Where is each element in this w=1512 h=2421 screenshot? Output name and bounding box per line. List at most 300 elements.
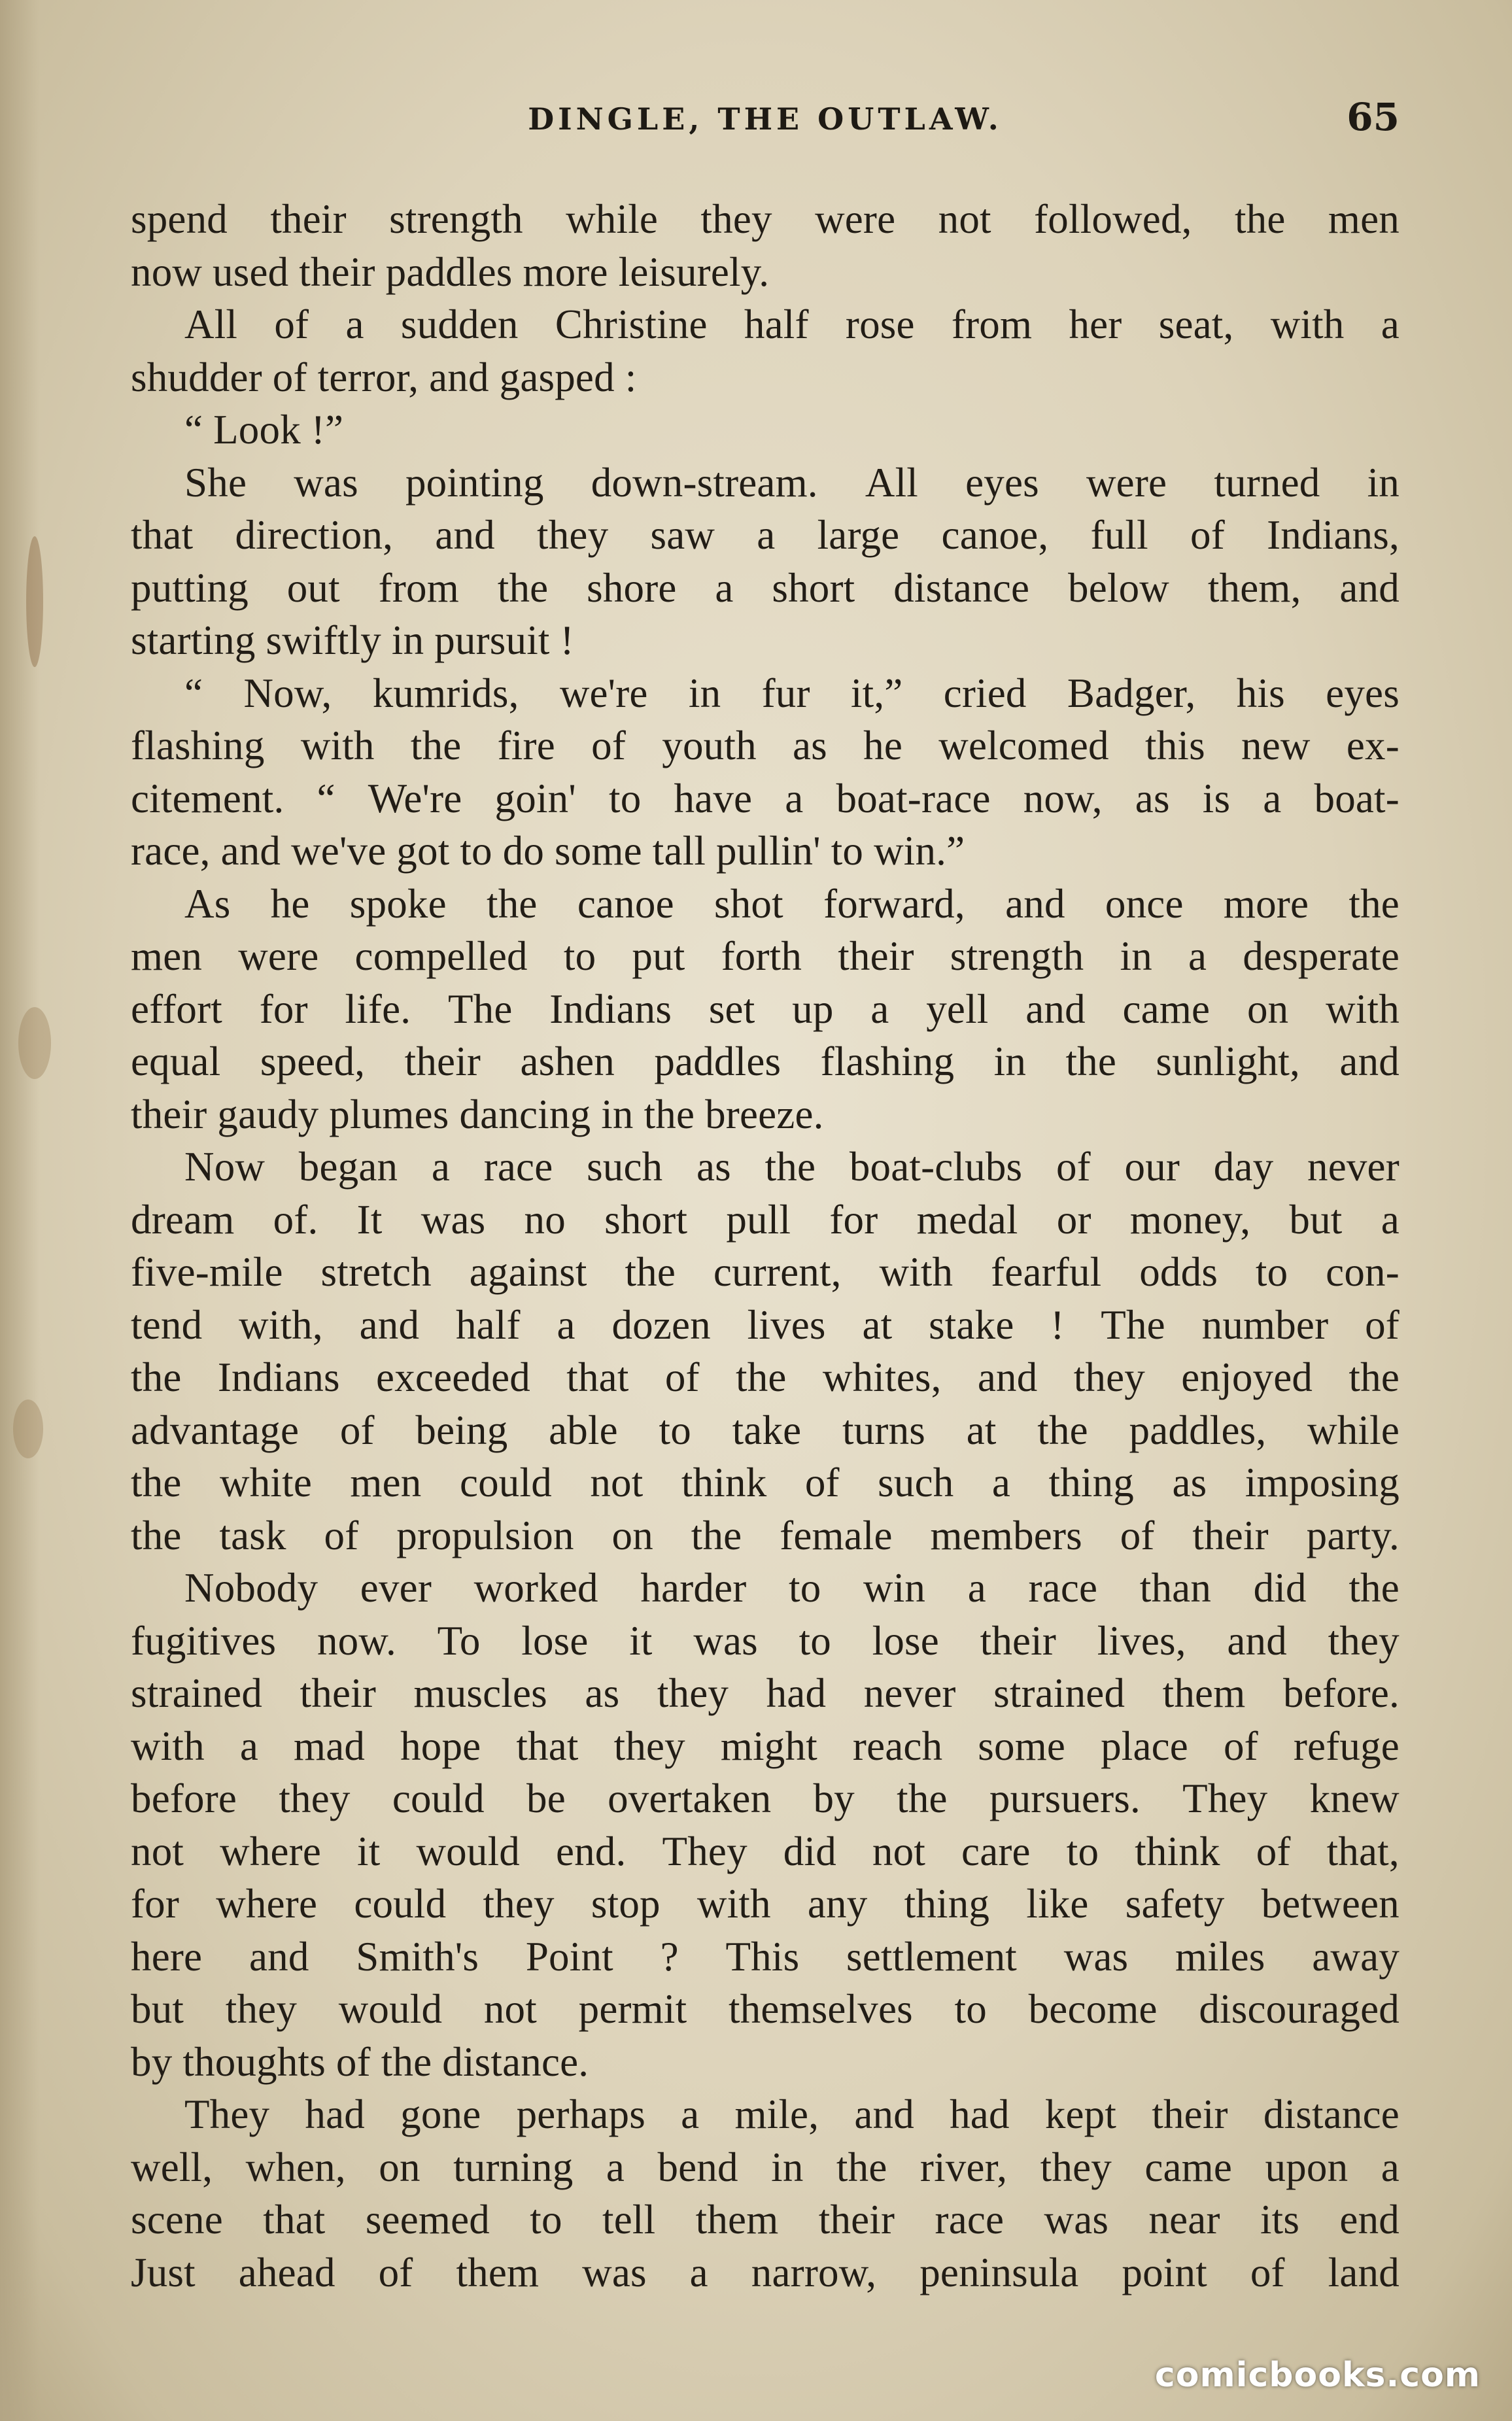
- word: race: [935, 2197, 1005, 2242]
- word: the: [1065, 1039, 1117, 1084]
- word: in: [1120, 933, 1152, 979]
- word: “: [317, 775, 335, 821]
- word: be: [526, 1776, 566, 1821]
- word: once: [1105, 880, 1184, 927]
- word: men: [1328, 196, 1400, 242]
- word: to: [799, 1617, 831, 1664]
- word: able: [549, 1407, 618, 1453]
- word: was: [693, 1617, 758, 1664]
- word: full: [1090, 512, 1148, 558]
- text-line: [131, 878, 1400, 931]
- word: spend: [131, 196, 228, 242]
- word: scene: [131, 2197, 223, 2242]
- text-line: [131, 562, 1400, 615]
- word: up: [792, 986, 834, 1032]
- word: never: [863, 1670, 956, 1716]
- word: hope: [400, 1723, 481, 1769]
- word: All: [865, 459, 918, 506]
- word: The: [1101, 1301, 1165, 1348]
- word: on: [379, 2144, 421, 2190]
- text-line: [131, 719, 1400, 772]
- word: day: [1213, 1144, 1274, 1190]
- word: he: [863, 723, 903, 768]
- text-line: [131, 983, 1400, 1036]
- word: rose: [845, 301, 915, 347]
- word: forward,: [823, 880, 965, 927]
- text-line: [131, 1772, 1400, 1825]
- text-line-content: starting swiftly in pursuit !: [131, 617, 574, 663]
- word: of: [1190, 512, 1225, 558]
- word: youth: [662, 723, 757, 768]
- word: dream: [131, 1196, 235, 1243]
- word: Indians: [549, 986, 672, 1032]
- word: with: [300, 723, 375, 768]
- word: before: [131, 1776, 237, 1821]
- word: citement.: [131, 775, 284, 821]
- word: Just: [131, 2249, 196, 2295]
- word: They: [662, 1828, 747, 1874]
- text-line-content: race, and we've got to do some tall pullin' to win.”: [131, 828, 965, 874]
- word: paddles,: [1129, 1407, 1267, 1453]
- word: was: [421, 1196, 486, 1243]
- word: the: [487, 880, 538, 927]
- word: not: [483, 1986, 537, 2032]
- word: perhaps: [516, 2091, 645, 2137]
- word: it: [629, 1617, 653, 1664]
- word: knew: [1309, 1776, 1400, 1821]
- word: race: [1028, 1565, 1098, 1611]
- word: they: [537, 512, 609, 558]
- word: life.: [345, 986, 411, 1032]
- word: gone: [400, 2091, 481, 2137]
- word: strength: [389, 196, 523, 242]
- word: refuge: [1293, 1723, 1400, 1769]
- word: narrow,: [751, 2249, 877, 2295]
- word: and: [1227, 1617, 1287, 1664]
- word: sunlight,: [1156, 1039, 1300, 1084]
- word: could: [354, 1881, 447, 1927]
- word: of: [339, 1407, 375, 1453]
- word: sudden: [400, 301, 519, 347]
- word: a: [606, 2144, 625, 2190]
- word: whites,: [822, 1354, 942, 1400]
- word: well,: [131, 2144, 213, 2190]
- word: in: [688, 670, 721, 716]
- word: followed,: [1034, 196, 1192, 242]
- word: for: [259, 986, 308, 1032]
- word: and: [1005, 880, 1065, 927]
- text-line: [131, 2193, 1400, 2246]
- word: set: [708, 986, 755, 1032]
- text-line: [131, 2246, 1400, 2299]
- text-line: [131, 1983, 1400, 2036]
- word: ashen: [520, 1039, 615, 1084]
- word: put: [632, 933, 685, 979]
- word: current,: [713, 1249, 842, 1295]
- word: cried: [943, 670, 1027, 716]
- word: of: [324, 1512, 359, 1558]
- word: a: [1381, 301, 1400, 347]
- word: pointing: [405, 459, 544, 506]
- word: the: [691, 1512, 742, 1558]
- word: think: [681, 1460, 767, 1505]
- text-line: [131, 825, 1400, 878]
- word: them: [1162, 1670, 1246, 1716]
- word: five-mile: [131, 1249, 283, 1295]
- word: Badger,: [1067, 670, 1196, 716]
- word: than: [1139, 1565, 1212, 1611]
- word: and: [977, 1354, 1038, 1400]
- word: when,: [245, 2144, 346, 2190]
- word: point: [1122, 2249, 1207, 2295]
- word: that: [263, 2197, 326, 2242]
- word: propulsion: [396, 1512, 574, 1558]
- word: and: [359, 1301, 420, 1348]
- word: large: [817, 512, 900, 558]
- word: strength: [950, 933, 1084, 979]
- word: out: [286, 564, 340, 611]
- watermark: comicbooks.com: [1154, 2356, 1481, 2395]
- word: the: [897, 1776, 948, 1821]
- word: the: [410, 723, 462, 768]
- word: compelled: [354, 933, 528, 979]
- word: muscles: [413, 1670, 547, 1716]
- word: ex-: [1346, 723, 1400, 768]
- word: flashing: [131, 723, 265, 768]
- word: down-stream.: [591, 459, 818, 506]
- word: race: [483, 1144, 553, 1190]
- word: strained: [131, 1670, 263, 1716]
- word: their: [1152, 2091, 1228, 2137]
- word: they: [613, 1723, 685, 1769]
- word: of: [1256, 1828, 1291, 1874]
- word: imposing: [1245, 1460, 1400, 1505]
- word: canoe: [577, 880, 674, 927]
- word: fugitives: [131, 1617, 277, 1664]
- word: short: [772, 564, 855, 611]
- word: equal: [131, 1039, 221, 1084]
- word: distance: [893, 564, 1030, 611]
- word: to: [1066, 1828, 1099, 1874]
- word: discouraged: [1199, 1986, 1400, 2032]
- text-line: [131, 1562, 1400, 1615]
- word: seat,: [1158, 301, 1234, 347]
- text-line: [131, 1141, 1400, 1193]
- word: their: [1192, 1512, 1269, 1558]
- word: was: [582, 2249, 647, 2295]
- word: a: [785, 775, 804, 821]
- text-line-content: their gaudy plumes dancing in the breeze.: [131, 1091, 824, 1137]
- word: fire: [497, 723, 555, 768]
- word: at: [966, 1407, 997, 1453]
- word: were: [1086, 459, 1167, 506]
- word: of: [274, 301, 309, 347]
- word: as: [793, 723, 827, 768]
- word: Now: [184, 1144, 266, 1190]
- running-head: DINGLE, THE OUTLAW.: [528, 101, 1003, 137]
- word: flashing: [820, 1039, 955, 1084]
- word: it,”: [850, 670, 903, 716]
- word: we're: [559, 670, 648, 716]
- word: the: [836, 2144, 887, 2190]
- word: It: [356, 1196, 383, 1243]
- word: a: [345, 301, 364, 347]
- word: permit: [578, 1986, 687, 2032]
- word: but: [1289, 1196, 1343, 1243]
- text-line: [131, 2141, 1400, 2194]
- word: as: [1172, 1460, 1207, 1505]
- word: began: [298, 1144, 398, 1190]
- word: enjoyed: [1181, 1354, 1313, 1400]
- word: They: [184, 2091, 270, 2137]
- word: to: [530, 2197, 562, 2242]
- word: not: [131, 1828, 184, 1874]
- text-line: [131, 1878, 1400, 1931]
- word: land: [1328, 2249, 1400, 2295]
- text-line: [131, 1193, 1400, 1246]
- word: themselves: [728, 1986, 913, 2032]
- word: a: [239, 1723, 258, 1769]
- word: that: [131, 512, 194, 558]
- word: ever: [360, 1565, 432, 1611]
- word: a: [1381, 1196, 1400, 1243]
- word: their: [404, 1039, 481, 1084]
- word: fearful: [991, 1249, 1102, 1295]
- word: con-: [1326, 1249, 1400, 1295]
- word: the: [1349, 1354, 1400, 1400]
- word: and: [1339, 564, 1400, 611]
- word: to: [789, 1565, 821, 1611]
- word: a: [1188, 933, 1207, 979]
- word: and: [249, 1933, 309, 1980]
- word: to: [954, 1986, 987, 2032]
- text-line-content: shudder of terror, and gasped :: [131, 354, 637, 400]
- word: from: [378, 564, 459, 611]
- word: never: [1307, 1144, 1400, 1190]
- word: as: [696, 1144, 731, 1190]
- word: seemed: [365, 2197, 490, 2242]
- text-line-content: now used their paddles more leisurely.: [131, 249, 770, 295]
- text-line: [131, 1615, 1400, 1668]
- text-line: [131, 1088, 1400, 1141]
- word: as: [585, 1670, 620, 1716]
- word: Indians: [217, 1354, 340, 1400]
- word: but: [131, 1986, 184, 2032]
- word: in: [993, 1039, 1027, 1084]
- word: and: [854, 2091, 914, 2137]
- word: with: [1326, 986, 1400, 1032]
- body-text: [131, 193, 1400, 2299]
- word: This: [725, 1933, 800, 1980]
- word: at: [862, 1301, 893, 1348]
- word: canoe,: [941, 512, 1049, 558]
- word: a: [681, 2091, 700, 2137]
- word: end.: [556, 1828, 627, 1874]
- word: !: [1050, 1301, 1065, 1348]
- word: new: [1241, 723, 1311, 768]
- word: of.: [273, 1196, 318, 1243]
- word: where: [216, 1881, 318, 1927]
- page-stain: [26, 536, 43, 667]
- word: came: [1144, 2144, 1233, 2190]
- word: the: [131, 1354, 182, 1400]
- word: end: [1339, 2197, 1400, 2242]
- word: and: [1339, 1039, 1400, 1084]
- word: lose: [872, 1617, 939, 1664]
- word: that: [516, 1723, 579, 1769]
- word: bend: [657, 2144, 738, 2190]
- word: shot: [714, 880, 783, 927]
- word: a: [757, 512, 776, 558]
- word: to: [563, 933, 596, 979]
- word: of: [591, 723, 627, 768]
- word: against: [469, 1249, 587, 1295]
- word: Christine: [555, 301, 708, 347]
- word: become: [1028, 1986, 1158, 2032]
- word: them,: [1207, 564, 1301, 611]
- word: any: [807, 1881, 868, 1927]
- word: this: [1144, 723, 1205, 768]
- word: like: [1026, 1881, 1089, 1927]
- word: mile,: [734, 2091, 819, 2137]
- word: men: [131, 933, 203, 979]
- word: kept: [1044, 2091, 1117, 2137]
- word: their: [980, 1617, 1057, 1664]
- word: pursuers.: [989, 1776, 1141, 1821]
- word: that,: [1326, 1828, 1400, 1874]
- word: the: [131, 1512, 182, 1558]
- word: to: [608, 775, 642, 821]
- word: yell: [926, 986, 989, 1032]
- word: the: [131, 1460, 182, 1505]
- word: with: [131, 1723, 205, 1769]
- word: have: [674, 775, 753, 821]
- word: its: [1260, 2197, 1300, 2242]
- word: pull: [726, 1196, 791, 1243]
- word: of: [1056, 1144, 1091, 1190]
- text-line: [131, 246, 1400, 299]
- word: away: [1312, 1933, 1400, 1980]
- word: from: [951, 301, 1033, 347]
- word: that: [566, 1354, 629, 1400]
- word: reach: [852, 1723, 943, 1769]
- text-line: [131, 1351, 1400, 1404]
- word: stake: [929, 1301, 1014, 1348]
- word: here: [131, 1933, 203, 1980]
- word: welcomed: [938, 723, 1109, 768]
- word: fur: [761, 670, 810, 716]
- word: eyes: [1326, 670, 1400, 716]
- word: place: [1101, 1723, 1188, 1769]
- word: money,: [1129, 1196, 1251, 1243]
- page-number: 65: [1347, 95, 1400, 139]
- word: a: [991, 1460, 1011, 1505]
- text-line: [131, 1404, 1400, 1457]
- word: were: [815, 196, 896, 242]
- word: settlement: [846, 1933, 1017, 1980]
- word: it: [357, 1828, 381, 1874]
- word: a: [967, 1565, 986, 1611]
- word: the: [1349, 1565, 1400, 1611]
- word: such: [587, 1144, 663, 1190]
- text-line: [131, 614, 1400, 667]
- text-line-content: by thoughts of the distance.: [131, 2038, 589, 2085]
- word: ?: [660, 1933, 679, 1980]
- word: exceeded: [376, 1354, 530, 1400]
- word: spoke: [349, 880, 447, 927]
- word: upon: [1265, 2144, 1349, 2190]
- word: while: [566, 196, 659, 242]
- word: turns: [842, 1407, 926, 1453]
- word: The: [447, 986, 513, 1032]
- word: boat-: [1314, 775, 1400, 821]
- word: the: [625, 1249, 676, 1295]
- text-line: [131, 772, 1400, 825]
- word: miles: [1175, 1933, 1265, 1980]
- word: mad: [293, 1723, 366, 1769]
- word: of: [378, 2249, 413, 2295]
- word: boat-clubs: [849, 1144, 1023, 1190]
- word: win: [863, 1565, 926, 1611]
- word: did: [783, 1828, 836, 1874]
- text-line: [131, 1035, 1400, 1088]
- word: stretch: [320, 1249, 432, 1295]
- word: of: [1250, 2249, 1285, 2295]
- word: a: [870, 986, 889, 1032]
- word: Nobody: [184, 1565, 318, 1611]
- text-line: [131, 1667, 1400, 1720]
- word: members: [930, 1512, 1082, 1558]
- text-line: [131, 1720, 1400, 1773]
- word: men: [350, 1460, 422, 1505]
- word: to: [659, 1407, 691, 1453]
- word: before.: [1282, 1670, 1400, 1716]
- word: some: [978, 1723, 1066, 1769]
- word: desperate: [1243, 933, 1400, 979]
- text-line: [131, 351, 1400, 404]
- word: of: [1365, 1301, 1400, 1348]
- word: dozen: [611, 1301, 711, 1348]
- word: short: [604, 1196, 688, 1243]
- page-edge-shadow: [0, 0, 39, 2421]
- word: think: [1135, 1828, 1220, 1874]
- word: no: [524, 1196, 566, 1243]
- word: to: [1255, 1249, 1288, 1295]
- word: lose: [521, 1617, 589, 1664]
- word: kumrids,: [372, 670, 519, 716]
- word: more: [1223, 880, 1309, 927]
- word: had: [305, 2091, 365, 2137]
- text-line: [131, 2036, 1400, 2089]
- text-line: [131, 667, 1400, 720]
- word: safety: [1125, 1881, 1225, 1927]
- word: take: [732, 1407, 802, 1453]
- text-line: [131, 193, 1400, 246]
- word: turned: [1214, 459, 1320, 506]
- word: below: [1068, 564, 1169, 611]
- word: direction,: [235, 512, 394, 558]
- text-line: [131, 2088, 1400, 2141]
- word: and: [435, 512, 495, 558]
- word: now.: [317, 1617, 396, 1664]
- word: white: [220, 1460, 312, 1505]
- word: of: [1120, 1512, 1155, 1558]
- word: party.: [1306, 1512, 1400, 1558]
- text-line: [131, 1509, 1400, 1562]
- text-line: [131, 456, 1400, 509]
- word: with: [879, 1249, 954, 1295]
- word: lives,: [1097, 1617, 1186, 1664]
